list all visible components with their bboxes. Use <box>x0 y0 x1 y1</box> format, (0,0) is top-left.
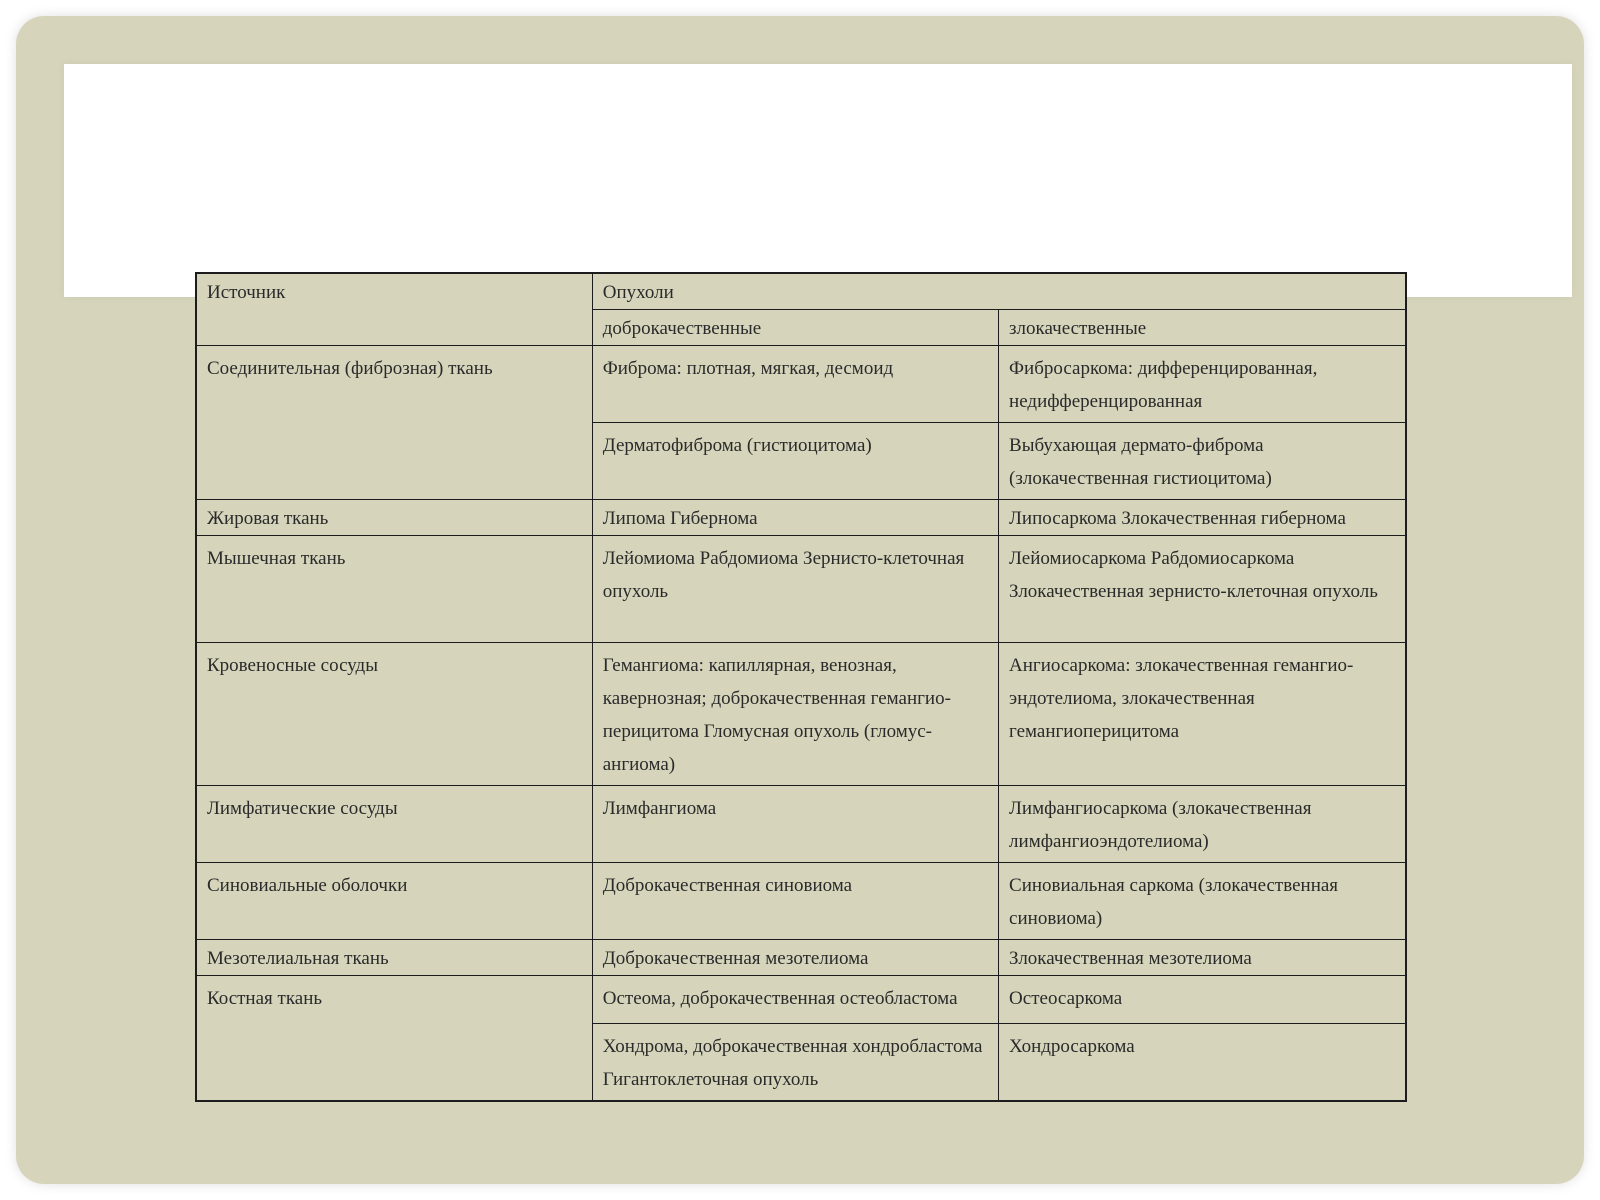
header-malignant: злокачественные <box>999 310 1406 346</box>
cell-benign: Лимфангиома <box>592 786 998 863</box>
table-row <box>196 786 1406 863</box>
cell-benign: Лейомиома Рабдомиома Зернисто-клеточная опухоль <box>592 536 998 643</box>
header-tumors: Опухоли <box>592 273 1406 310</box>
cell-source: Лимфатические сосуды <box>196 786 592 863</box>
cell-malignant: Фибросаркома: дифференцированная, недифференцированная <box>999 346 1406 423</box>
table-header-row <box>196 273 1406 310</box>
cell-source: Мышечная ткань <box>196 536 592 643</box>
cell-source: Синовиальные оболочки <box>196 863 592 940</box>
cell-malignant: Лейомиосаркома Рабдомиосаркома Злокачественная зернисто-клеточная опухоль <box>999 536 1406 643</box>
table-row <box>196 536 1406 643</box>
cell-malignant: Липосаркома Злокачественная гибернома <box>999 500 1406 536</box>
cell-benign: Дерматофиброма (гистиоцитома) <box>592 423 998 500</box>
cell-malignant: Злокачественная мезотелиома <box>999 940 1406 976</box>
cell-benign: Доброкачественная мезотелиома <box>592 940 998 976</box>
table-row <box>196 863 1406 940</box>
cell-source: Жировая ткань <box>196 500 592 536</box>
header-benign: доброкачественные <box>592 310 998 346</box>
table-row <box>196 643 1406 786</box>
cell-malignant: Синовиальная саркома (злокачественная синовиома) <box>999 863 1406 940</box>
table-row <box>196 940 1406 976</box>
cell-source: Кровеносные сосуды <box>196 643 592 786</box>
table-row <box>196 976 1406 1024</box>
cell-source: Мезотелиальная ткань <box>196 940 592 976</box>
table-row <box>196 346 1406 423</box>
cell-benign: Хондрома, доброкачественная хондробластома Гигантоклеточная опухоль <box>592 1024 998 1102</box>
cell-malignant: Остеосаркома <box>999 976 1406 1024</box>
cell-benign: Фиброма: плотная, мягкая, десмоид <box>592 346 998 423</box>
cell-benign: Остеома, доброкачественная остеобластома <box>592 976 998 1024</box>
cell-benign: Доброкачественная синовиома <box>592 863 998 940</box>
cell-malignant: Лимфангиосаркома (злокачественная лимфангиоэндотелиома) <box>999 786 1406 863</box>
cell-malignant: Выбухающая дермато-фиброма (злокачественная гистиоцитома) <box>999 423 1406 500</box>
table-row <box>196 500 1406 536</box>
cell-source: Соединительная (фиброзная) ткань <box>196 346 592 500</box>
cell-malignant: Ангиосаркома: злокачественная гемангио-эндотелиома, злокачественная гемангиоперицитома <box>999 643 1406 786</box>
cell-malignant: Хондросаркома <box>999 1024 1406 1102</box>
cell-source: Костная ткань <box>196 976 592 1102</box>
cell-benign: Гемангиома: капиллярная, венозная, кавернозная; доброкачественная гемангио-перицитома Гломусная опухоль (гломус-ангиома) <box>592 643 998 786</box>
header-source: Источник <box>196 273 592 346</box>
title-placeholder <box>64 64 1572 297</box>
cell-benign: Липома Гибернома <box>592 500 998 536</box>
tumor-classification-table <box>195 272 1407 1102</box>
